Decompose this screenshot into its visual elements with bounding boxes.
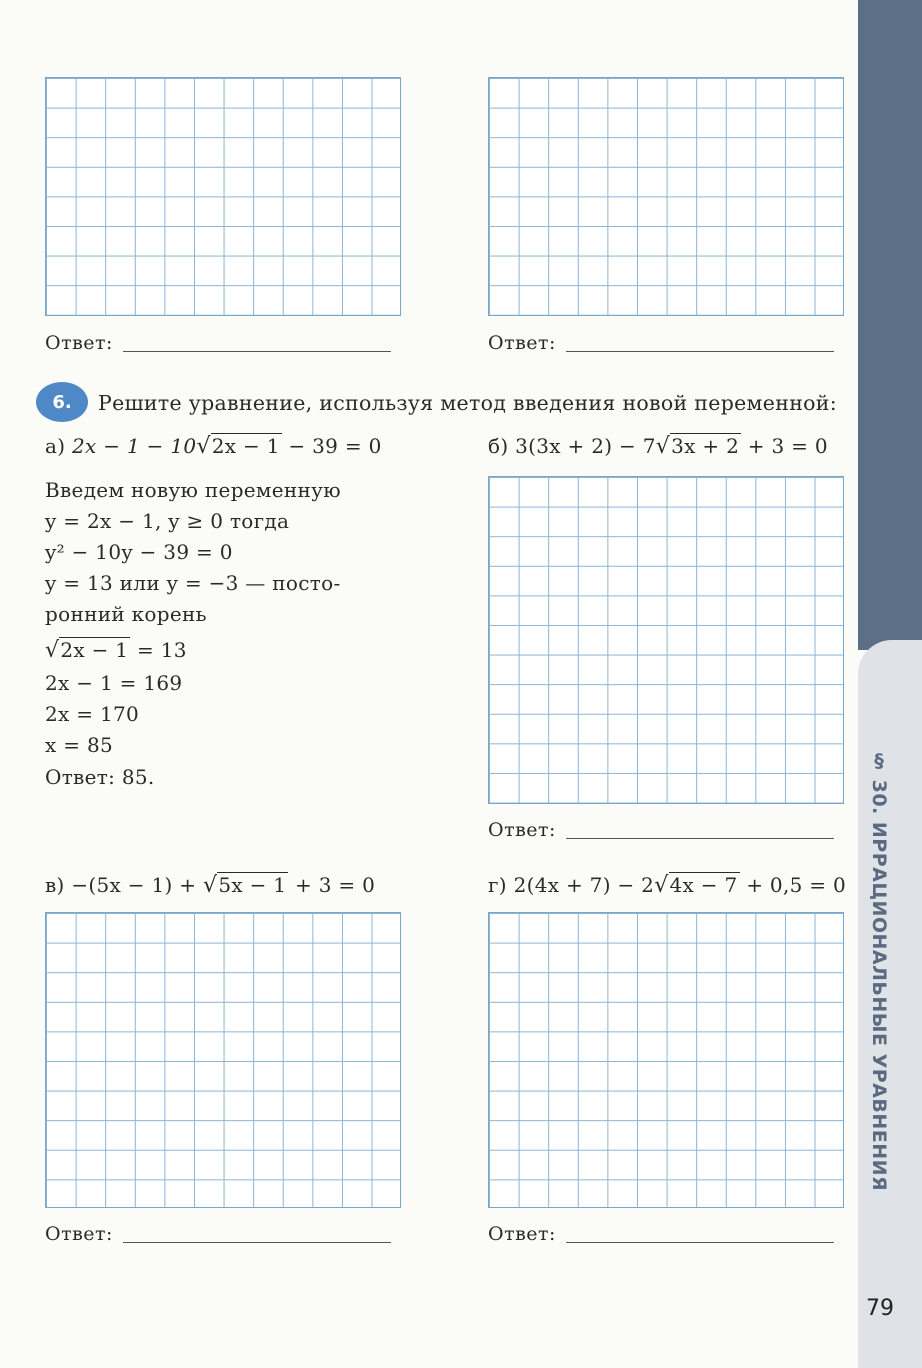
task-instruction: Решите уравнение, используя метод введения новой переменной: [98,391,837,415]
answer-grid-top-left[interactable] [45,77,401,316]
answer-label: Ответ: [488,1223,556,1245]
answer-line-g[interactable] [488,1223,834,1245]
equation-a: а) 2x − 1 − 10√2x − 1 − 39 = 0 [45,434,382,459]
section-title: § 30. ИРРАЦИОНАЛЬНЫЕ УРАВНЕНИЯ [868,750,890,1192]
answer-label: Ответ: [488,819,556,841]
answer-line-v[interactable] [45,1223,391,1245]
answer-line-top-left[interactable] [45,332,391,354]
answer-line-top-right[interactable] [488,332,834,354]
answer-label: Ответ: [45,332,113,354]
solution-line-4: y = 13 или y = −3 — посто- [45,571,341,595]
answer-grid-g[interactable] [488,912,844,1208]
answer-grid-v[interactable] [45,912,401,1208]
task-number-badge: 6. [36,382,88,422]
answer-grid-top-right[interactable] [488,77,844,316]
equation-v: в) −(5x − 1) + √5x − 1 + 3 = 0 [45,873,376,898]
answer-label: Ответ: [488,332,556,354]
equation-g: г) 2(4x + 7) − 2√4x − 7 + 0,5 = 0 [488,873,847,898]
solution-line-1: Введем новую переменную [45,478,341,502]
equation-b: б) 3(3x + 2) − 7√3x + 2 + 3 = 0 [488,434,828,459]
solution-line-2: y = 2x − 1, y ≥ 0 тогда [45,509,290,533]
sidebar-top-band [858,0,922,650]
solution-line-5: ронний корень [45,602,207,626]
answer-grid-b[interactable] [488,476,844,804]
page-number: 79 [866,1296,894,1321]
solution-line-7: 2x − 1 = 169 [45,671,183,695]
solution-line-3: y² − 10y − 39 = 0 [45,540,233,564]
answer-label: Ответ: [45,1223,113,1245]
solution-line-6: √2x − 1 = 13 [45,638,187,663]
answer-line-b[interactable] [488,819,834,841]
solution-answer: Ответ: 85. [45,765,155,789]
solution-line-9: x = 85 [45,733,114,757]
solution-line-8: 2x = 170 [45,702,140,726]
